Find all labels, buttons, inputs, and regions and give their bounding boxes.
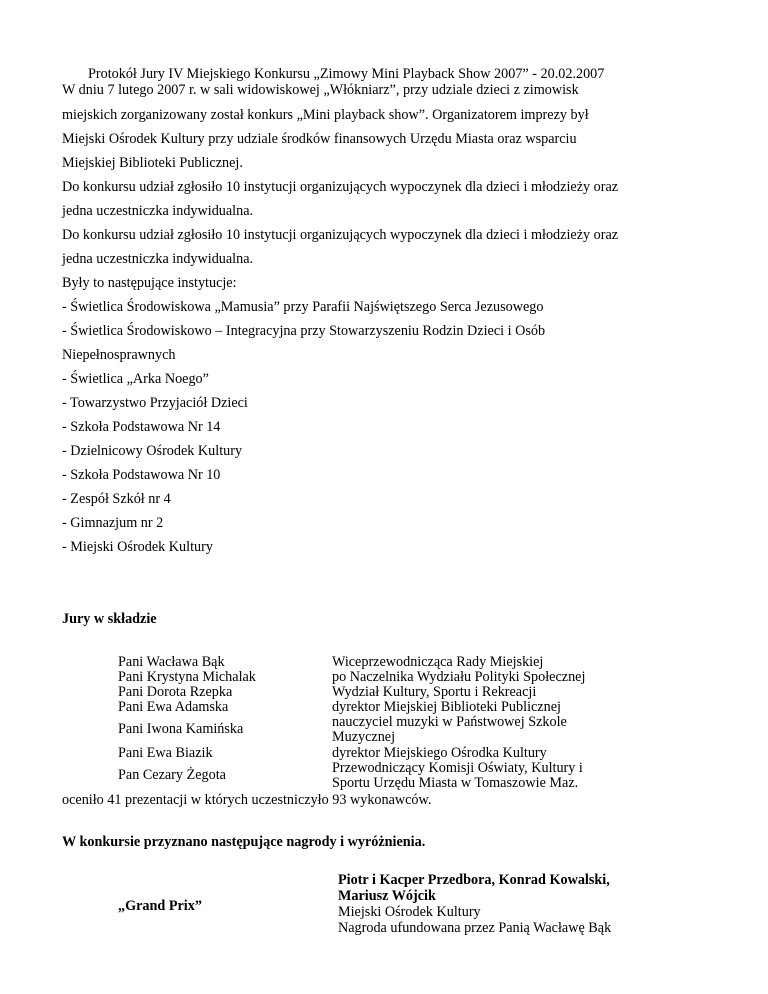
institution-item: Niepełnosprawnych: [62, 347, 176, 363]
intro-line: Były to następujące instytucje:: [62, 275, 237, 291]
jury-member-name: Pani Ewa Biazik: [118, 745, 213, 761]
jury-member-name: Pani Iwona Kamińska: [118, 721, 244, 737]
jury-heading: Jury w składzie: [62, 611, 157, 627]
intro-line: jedna uczestniczka indywidualna.: [62, 203, 254, 219]
intro-line: miejskich zorganizowany został konkurs „Mini playback show”. Organizatorem imprezy był: [62, 107, 589, 123]
jury-member-name: Pani Ewa Adamska: [118, 699, 229, 715]
jury-member-role: Przewodniczący Komisji Oświaty, Kultury i: [332, 760, 583, 776]
jury-member-role: Muzycznej: [332, 729, 396, 745]
institution-item: - Świetlica Środowiskowo – Integracyjna przy Stowarzyszeniu Rodzin Dzieci i Osób: [62, 323, 546, 339]
prize-institution: Miejski Ośrodek Kultury: [338, 904, 481, 920]
jury-member-role: po Naczelnika Wydziału Polityki Społecznej: [332, 669, 586, 685]
institution-item: - Zespół Szkół nr 4: [62, 491, 171, 507]
institution-item: - Świetlica Środowiskowa „Mamusia” przy Parafii Najświętszego Serca Jezusowego: [62, 299, 544, 315]
institution-item: - Świetlica „Arka Noego”: [62, 371, 209, 387]
institution-item: - Szkoła Podstawowa Nr 14: [62, 419, 221, 435]
jury-member-role: Wydział Kultury, Sportu i Rekreacji: [332, 684, 537, 700]
intro-line: Do konkursu udział zgłosiło 10 instytucji organizujących wypoczynek dla dzieci i młodzieży oraz: [62, 179, 619, 195]
prize-winners: Mariusz Wójcik: [338, 888, 436, 904]
jury-member-role: dyrektor Miejskiej Biblioteki Publicznej: [332, 699, 561, 715]
jury-summary: oceniło 41 prezentacji w których uczestniczyło 93 wykonawców.: [62, 792, 432, 808]
jury-member-role: Wiceprzewodnicząca Rady Miejskiej: [332, 654, 544, 670]
institution-item: - Miejski Ośrodek Kultury: [62, 539, 213, 555]
jury-member-name: Pani Krystyna Michalak: [118, 669, 256, 685]
jury-member-name: Pani Dorota Rzepka: [118, 684, 233, 700]
prize-winners: Piotr i Kacper Przedbora, Konrad Kowalski,: [338, 872, 610, 888]
institution-item: - Towarzystwo Przyjaciół Dzieci: [62, 395, 248, 411]
prize-name: „Grand Prix”: [118, 898, 202, 914]
jury-member-name: Pani Wacława Bąk: [118, 654, 225, 670]
document-title: Protokół Jury IV Miejskiego Konkursu „Zimowy Mini Playback Show 2007” - 20.02.2007: [88, 66, 605, 82]
institution-item: - Szkoła Podstawowa Nr 10: [62, 467, 221, 483]
intro-line: Miejski Ośrodek Kultury przy udziale środków finansowych Urzędu Miasta oraz wsparciu: [62, 131, 577, 147]
intro-line: W dniu 7 lutego 2007 r. w sali widowiskowej „Włókniarz”, przy udziale dzieci z zimowisk: [62, 82, 579, 98]
jury-member-role: nauczyciel muzyki w Państwowej Szkole: [332, 714, 567, 730]
jury-member-role: dyrektor Miejskiego Ośrodka Kultury: [332, 745, 547, 761]
institution-item: - Gimnazjum nr 2: [62, 515, 164, 531]
prizes-heading: W konkursie przyznano następujące nagrody i wyróżnienia.: [62, 834, 426, 850]
jury-member-name: Pan Cezary Żegota: [118, 767, 226, 783]
jury-member-role: Sportu Urzędu Miasta w Tomaszowie Maz.: [332, 775, 579, 791]
intro-line: Miejskiej Biblioteki Publicznej.: [62, 155, 243, 171]
prize-funded-by: Nagroda ufundowana przez Panią Wacławę Bąk: [338, 920, 612, 936]
institution-item: - Dzielnicowy Ośrodek Kultury: [62, 443, 243, 459]
intro-line: jedna uczestniczka indywidualna.: [62, 251, 254, 267]
intro-line: Do konkursu udział zgłosiło 10 instytucji organizujących wypoczynek dla dzieci i młodzieży oraz: [62, 227, 619, 243]
